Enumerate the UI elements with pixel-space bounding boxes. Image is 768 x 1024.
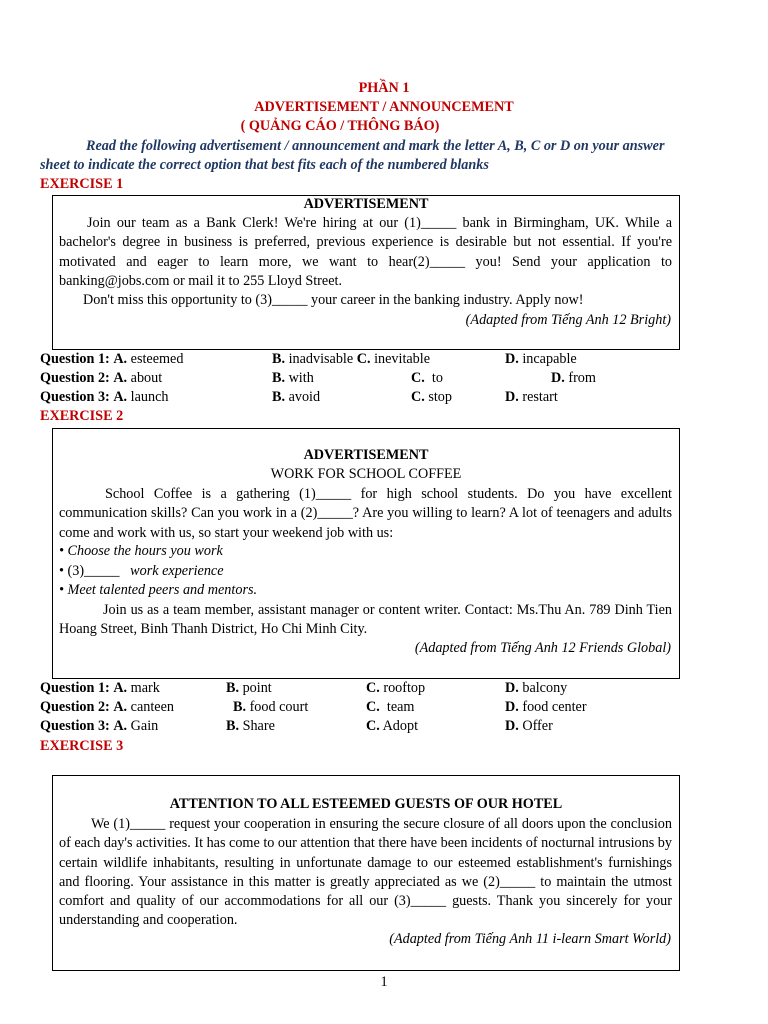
exercise-1-label: EXERCISE 1 xyxy=(40,176,124,192)
ex1-q1-d: D. incapable xyxy=(505,351,577,367)
ex2-bullet-1: • Choose the hours you work xyxy=(59,543,223,559)
exercise-2-box xyxy=(52,428,680,679)
ex1-q2: Question 2: A. about xyxy=(40,370,163,386)
ex3-source: (Adapted from Tiếng Anh 11 i-learn Smart World) xyxy=(389,931,671,947)
instruction-line-2: sheet to indicate the correct option that best fits each of the numbered blanks xyxy=(40,157,489,173)
ex1-q2-b: B. with xyxy=(272,370,314,386)
ex1-source: (Adapted from Tiếng Anh 12 Bright) xyxy=(465,312,671,328)
exercise-1-box xyxy=(52,195,680,350)
ex1-q3: Question 3: A. launch xyxy=(40,389,169,405)
ex1-box-title: ADVERTISEMENT xyxy=(303,196,429,212)
ex2-q1-b: B. point xyxy=(226,680,272,696)
ex1-q3-d: D. restart xyxy=(505,389,558,405)
ex2-source: (Adapted from Tiếng Anh 12 Friends Global) xyxy=(414,640,671,656)
ex1-q1-b: B. inadvisable C. inevitable xyxy=(272,351,431,367)
ex1-paragraph-2: Don't miss this opportunity to (3)_____ your career in the banking industry. Apply now! xyxy=(83,292,584,308)
ex2-q3-b: B. Share xyxy=(226,718,275,734)
part-heading: PHẦN 1 xyxy=(358,80,410,96)
ex2-box-subtitle: WORK FOR SCHOOL COFFEE xyxy=(270,466,462,482)
exercise-2-label: EXERCISE 2 xyxy=(40,408,124,424)
ex3-box-title: ATTENTION TO ALL ESTEEMED GUESTS OF OUR HOTEL xyxy=(169,796,563,812)
ex2-q2: Question 2: A. canteen xyxy=(40,699,174,715)
ex2-paragraph-1: School Coffee is a gathering (1)_____ for high school students. Do you have excellent communication skills? Can you work in a (2)_____? Are you willing to learn? A lot of teenagers and adults come and work with us, so start your weekend job with us: xyxy=(59,486,672,541)
ex2-q2-b: B. food court xyxy=(233,699,309,715)
exercise-3-box xyxy=(52,775,680,971)
ex3-paragraph-1: We (1)_____ request your cooperation in ensuring the secure closure of all doors upon the conclusion of each day's activities. It has come to our attention that there have been incidents of nocturnal intrusions by certain wildlife inhabitants, resulting in unfortunate damage to our esteemed establishment's furnishings and flooring. Your assistance in this matter is greatly appreciated as we (2)_____ to maintain the utmost comfort and quality of our accommodations for all our (3)_____ guests. Thank you sincerely for your understanding and cooperation. xyxy=(59,816,672,929)
section-subtitle: ( QUẢNG CÁO / THÔNG BÁO) xyxy=(240,118,440,134)
ex1-q1: Question 1: A. esteemed xyxy=(40,351,184,367)
ex2-bullet-2: • (3)_____ work experience xyxy=(59,563,224,579)
section-title: ADVERTISEMENT / ANNOUNCEMENT xyxy=(254,99,514,115)
ex1-q2-c: C. to xyxy=(411,370,443,386)
page-number: 1 xyxy=(380,974,388,990)
ex1-paragraph-1: Join our team as a Bank Clerk! We're hiring at our (1)_____ bank in Birmingham, UK. While a bachelor's degree in business is preferred, previous experience is desirable but not essential. If you're motivated and eager to learn more, we want to hear(2)_____ you! Send your application to banking@jobs.com or mail it to 255 Lloyd Street. xyxy=(59,215,672,289)
ex1-q3-c: C. stop xyxy=(411,389,452,405)
ex2-q2-c: C. team xyxy=(366,699,415,715)
ex2-q3: Question 3: A. Gain xyxy=(40,718,159,734)
ex2-q2-d: D. food center xyxy=(505,699,587,715)
ex2-q1-c: C. rooftop xyxy=(366,680,426,696)
ex2-q3-c: C. Adopt xyxy=(366,718,419,734)
ex2-box-title: ADVERTISEMENT xyxy=(303,447,429,463)
ex2-q1: Question 1: A. mark xyxy=(40,680,160,696)
ex2-q3-d: D. Offer xyxy=(505,718,553,734)
ex1-q2-d: D. from xyxy=(551,370,596,386)
ex2-paragraph-2: Join us as a team member, assistant manager or content writer. Contact: Ms.Thu An. 789 Dinh Tien Hoang Street, Binh Thanh District, Ho Chi Minh City. xyxy=(59,602,672,638)
ex1-q3-b: B. avoid xyxy=(272,389,321,405)
exercise-3-label: EXERCISE 3 xyxy=(40,738,124,754)
instruction-line-1: Read the following advertisement / announcement and mark the letter A, B, C or D on your answer xyxy=(86,138,665,154)
ex2-q1-d: D. balcony xyxy=(505,680,568,696)
ex2-bullet-3: • Meet talented peers and mentors. xyxy=(59,582,258,598)
